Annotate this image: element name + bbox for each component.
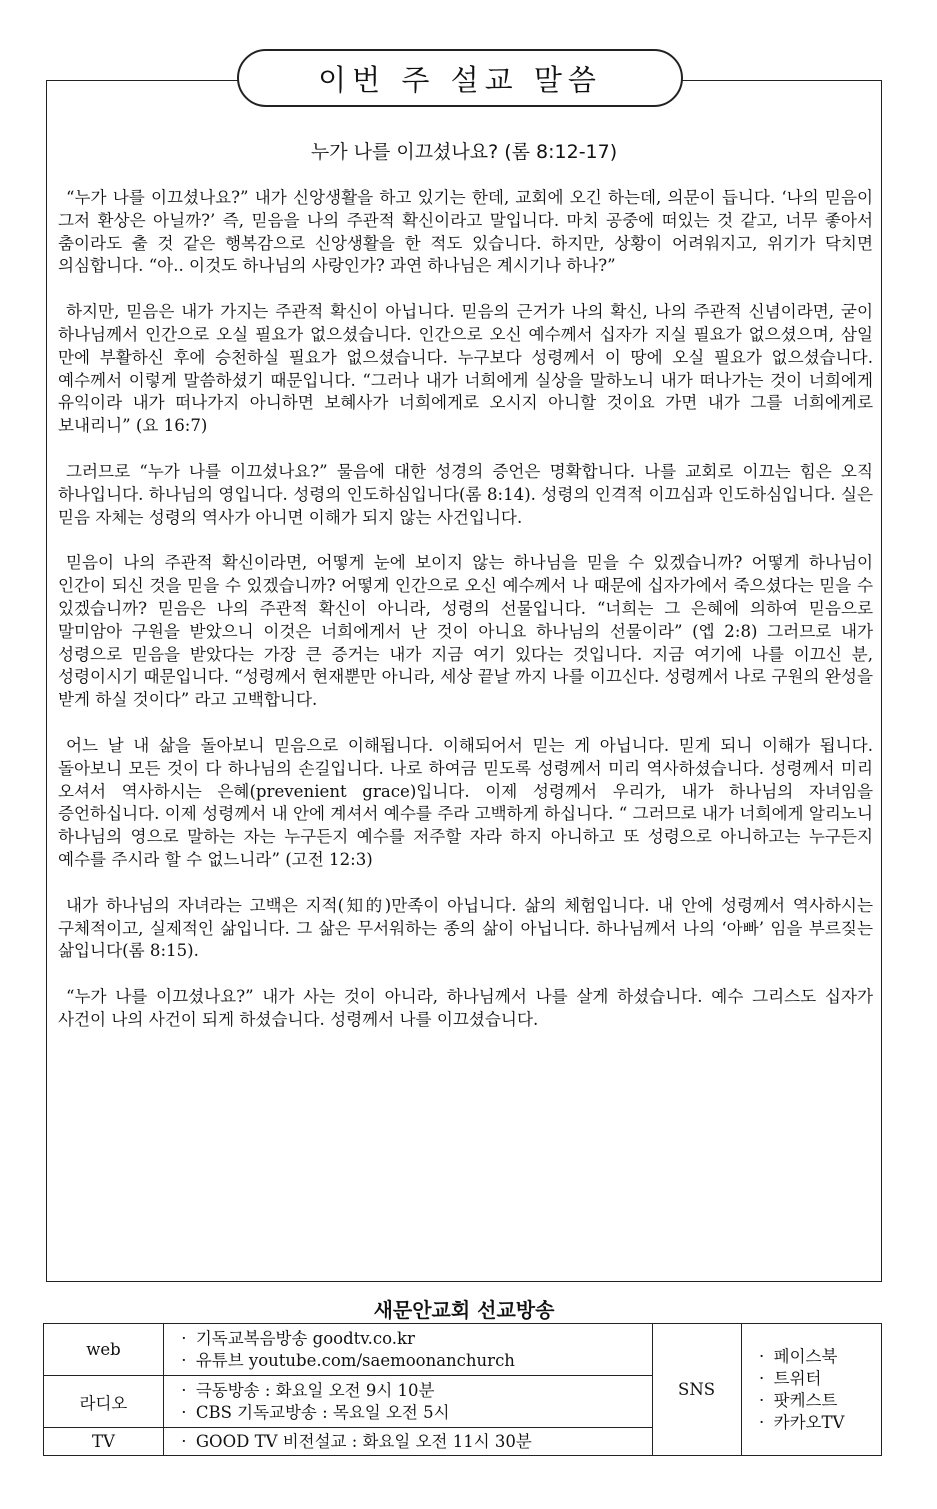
bullet-icon: · <box>181 1328 187 1348</box>
bullet-icon: · <box>181 1402 187 1422</box>
bullet-icon: · <box>181 1350 187 1370</box>
sns-items <box>741 1324 881 1456</box>
sermon-paragraph: 내가 하나님의 자녀라는 고백은 지적(知的)만족이 아닙니다. 삶의 체험입니다. 내 안에 성령께서 역사하시는 구체적이고, 실제적인 삶입니다. 그 삶은 무서워하는 종의 삶이 아닙니다. 하나님께서 나의 ‘아빠’ 임을 부르짖는 삶입니다(롬 8:15). <box>58 895 873 961</box>
list-item: · 기독교복음방송 goodtv.co.kr <box>172 1328 644 1350</box>
list-item: · 유튜브 youtube.com/saemoonanchurch <box>172 1350 644 1372</box>
page-title: 이번 주 설교 말씀 <box>237 49 683 107</box>
radio-label: 라디오 <box>44 1376 164 1428</box>
bullet-icon: · <box>759 1412 765 1432</box>
bullet-icon: · <box>759 1390 765 1410</box>
bullet-icon: · <box>759 1346 765 1366</box>
list-item: · 극동방송 : 화요일 오전 9시 10분 <box>172 1380 644 1402</box>
sermon-paragraph: 하지만, 믿음은 내가 가지는 주관적 확신이 아닙니다. 믿음의 근거가 나의 확신, 나의 주관적 신념이라면, 굳이 하나님께서 인간으로 오실 필요가 없으셨습니다. 인간으로 오신 예수께서 십자가 지실 필요가 없으셨으며, 삼일 만에 부활하신 후에 승천하실 필요가 없으셨습니다. 누구보다 성령께서 이 땅에 오실 필요가 없으셨습니다. 예수께서 이렇게 말씀하셨기 때문입니다. “그러나 내가 너희에게 실상을 말하노니 내가 떠나가는 것이 너희에게 유익이라 내가 떠나가지 아니하면 보혜사가 너희에게로 오시지 아니할 것이요 가면 내가 그를 너희에게로 보내리니” (요 16:7) <box>58 302 873 436</box>
bullet-icon: · <box>759 1368 765 1388</box>
sermon-subtitle: 누가 나를 이끄셨나요? (롬 8:12-17) <box>310 141 618 163</box>
bullet-icon: · <box>181 1431 187 1451</box>
sermon-paragraph: 믿음이 나의 주관적 확신이라면, 어떻게 눈에 보이지 않는 하나님을 믿을 수 있겠습니까? 어떻게 하나님이 인간이 되신 것을 믿을 수 있겠습니까? 어떻게 인간으로 오신 예수께서 나 때문에 십자가에서 죽으셨다는 믿을 수 있겠습니까? 믿음은 나의 주관적 확신이 아니라, 성령의 선물입니다. “너희는 그 은혜에 의하여 믿음으로 말미암아 구원을 받았으니 이것은 너희에게서 난 것이 아니요 하나님의 선물이라” (엡 2:8) 그러므로 내가 성령으로 믿음을 받았다는 가장 큰 증거는 내가 지금 여기 있다는 것입니다. 지금 여기에 나를 이끄신 분, 성령이시기 때문입니다. “성령께서 현재뿐만 아니라, 세상 끝날 까지 나를 이끄신다. 성령께서 나로 구원의 완성을 받게 하실 것이다” 라고 고백합니다. <box>58 553 873 710</box>
sermon-paragraph: “누가 나를 이끄셨나요?” 내가 사는 것이 아니라, 하나님께서 나를 살게 하셨습니다. 예수 그리스도 십자가 사건이 나의 사건이 되게 하셨습니다. 성령께서 나를 이끄셨습니다. <box>58 987 873 1029</box>
sermon-paragraph: “누가 나를 이끄셨나요?” 내가 신앙생활을 하고 있기는 한데, 교회에 오긴 하는데, 의문이 듭니다. ‘나의 믿음이 그저 환상은 아닐까?’ 즉, 믿음을 나의 주관적 확신이라고 말입니다. 마치 공중에 떠있는 것 같고, 너무 좋아서 춤이라도 출 것 같은 행복감으로 신앙생활을 한 적도 있습니다. 하지만, 상황이 어려워지고, 위기가 닥치면 의심합니다. “아.. 이것도 하나님의 사랑인가? 과연 하나님은 계시기나 하나?” <box>58 188 873 276</box>
bullet-icon: · <box>181 1380 187 1400</box>
radio-items <box>163 1376 652 1428</box>
list-item: · 트위터 <box>750 1368 873 1390</box>
tv-items <box>163 1428 652 1456</box>
broadcast-table <box>43 1323 882 1456</box>
broadcast-title: 새문안교회 선교방송 <box>373 1298 555 1322</box>
tv-label: TV <box>44 1428 164 1456</box>
list-item: · 카카오TV <box>750 1412 873 1434</box>
sermon-paragraph: 어느 날 내 삶을 돌아보니 믿음으로 이해됩니다. 이해되어서 믿는 게 아닙니다. 믿게 되니 이해가 됩니다. 돌아보니 모든 것이 다 하나님의 손길입니다. 나로 하여금 믿도록 성령께서 미리 역사하셨습니다. 성령께서 미리 오셔서 역사하시는 은혜(prevenient grace)입니다. 이제 성령께서 우리가, 내가 하나님의 자녀임을 증언하십니다. 이제 성령께서 내 안에 계셔서 예수를 주라 고백하게 하십니다. “ 그러므로 내가 너희에게 알리노니 하나님의 영으로 말하는 자는 누구든지 예수를 저주할 자라 하지 아니하고 또 성령으로 아니하고는 누구든지 예수를 주시라 할 수 없느니라” (고전 12:3) <box>58 735 873 869</box>
list-item: · 페이스북 <box>750 1346 873 1368</box>
list-item: · GOOD TV 비전설교 : 화요일 오전 11시 30분 <box>172 1431 644 1453</box>
list-item: · 팟케스트 <box>750 1390 873 1412</box>
sermon-body <box>58 187 873 1055</box>
list-item: · CBS 기독교방송 : 목요일 오전 5시 <box>172 1402 644 1424</box>
sns-label: SNS <box>652 1324 741 1456</box>
sermon-paragraph: 그러므로 “누가 나를 이끄셨나요?” 물음에 대한 성경의 증언은 명확합니다. 나를 교회로 이끄는 힘은 오직 하나입니다. 하나님의 영입니다. 성령의 인도하심입니다(롬 8:14). 성령의 인격적 이끄심과 인도하심입니다. 실은 믿음 자체는 성령의 역사가 아니면 이해가 되지 않는 사건입니다. <box>58 461 873 527</box>
web-items <box>163 1324 652 1376</box>
web-label: web <box>44 1324 164 1376</box>
